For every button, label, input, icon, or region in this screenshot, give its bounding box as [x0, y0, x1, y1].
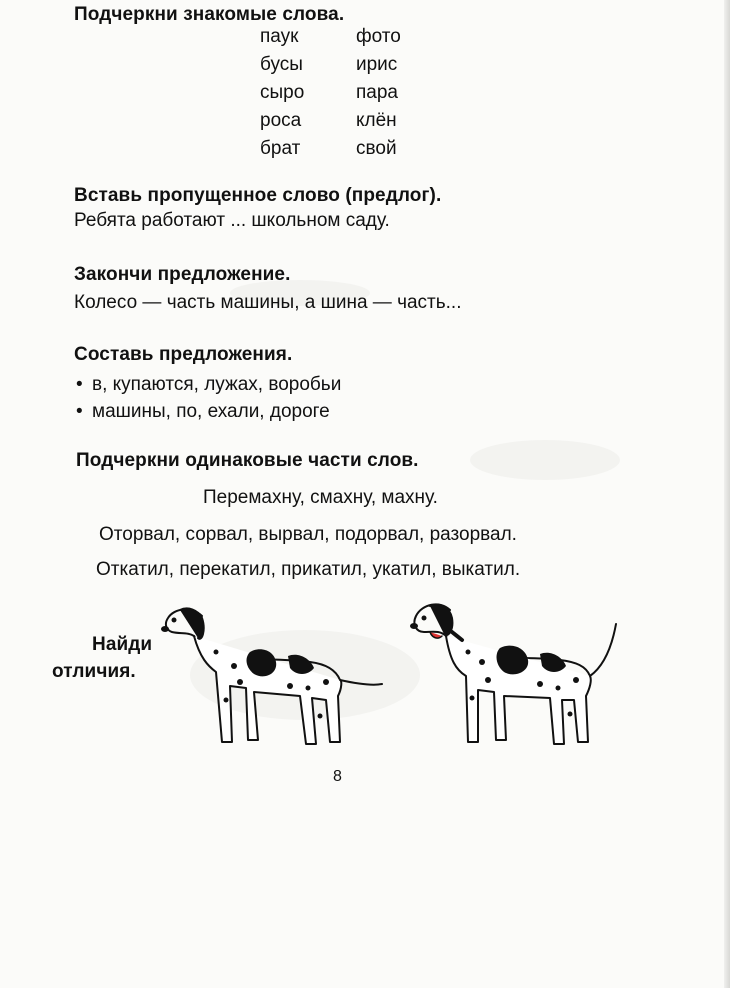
page-number: 8	[333, 768, 342, 785]
word: ирис	[356, 54, 398, 75]
compose-list	[74, 371, 341, 425]
task-title-finish-sentence: Закончи предложение.	[74, 264, 291, 285]
bleed-through-shade	[470, 440, 620, 480]
dalmatian-dog-right	[410, 604, 616, 744]
word-line: Откатил, перекатил, прикатил, укатил, выкатил.	[96, 559, 521, 580]
word: свой	[356, 138, 397, 159]
word: фото	[356, 26, 401, 47]
page-edge-shadow	[724, 0, 730, 988]
task-text-finish-sentence: Колесо — часть машины, а шина — часть...	[74, 292, 462, 313]
list-item: • в, купаются, лужах, воробьи	[74, 371, 341, 398]
word: пара	[356, 82, 398, 103]
dalmatian-dog-left	[161, 608, 382, 744]
task-title-insert-word: Вставь пропущенное слово (предлог).	[74, 185, 442, 206]
task-title-differences-2: отличия.	[52, 661, 136, 682]
dalmatian-illustrations	[150, 596, 630, 766]
task-title-underline-known: Подчеркни знакомые слова.	[74, 4, 345, 25]
word-line: Перемахну, смахну, махну.	[203, 487, 438, 508]
task-text-insert-word: Ребята работают ... школьном саду.	[74, 210, 390, 231]
word: роса	[260, 110, 302, 131]
task-title-same-parts: Подчеркни одинаковые части слов.	[76, 450, 419, 471]
task-title-differences-1: Найди	[92, 634, 153, 655]
word: брат	[260, 138, 301, 159]
list-item: • машины, по, ехали, дороге	[74, 398, 341, 425]
word: паук	[260, 26, 299, 47]
word: сыро	[260, 82, 305, 103]
word-line: Оторвал, сорвал, вырвал, подорвал, разорвал.	[99, 524, 517, 545]
word: клён	[356, 110, 397, 131]
word: бусы	[260, 54, 303, 75]
word-columns	[260, 24, 436, 162]
task-title-compose: Составь предложения.	[74, 344, 293, 365]
